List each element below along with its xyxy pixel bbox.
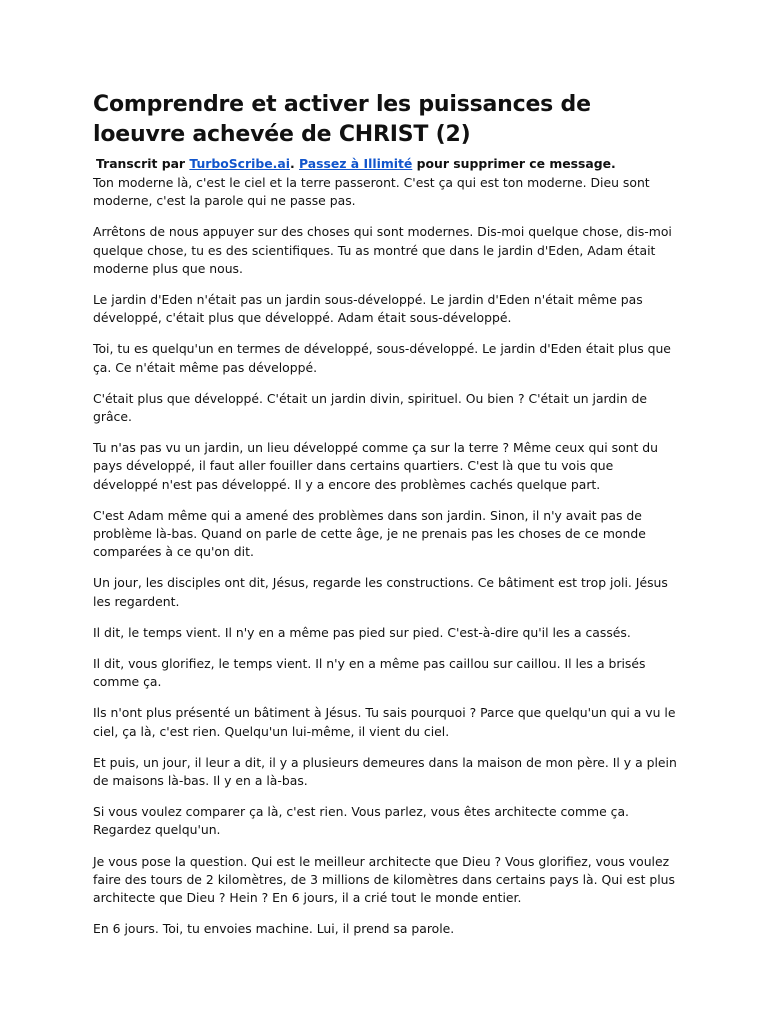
paragraph: Et puis, un jour, il leur a dit, il y a plusieurs demeures dans la maison de mon père. Il y a plein de maisons là-bas. Il y en a là-bas. [93,754,677,789]
paragraph: Ils n'ont plus présenté un bâtiment à Jésus. Tu sais pourquoi ? Parce que quelqu'un qui a vu le ciel, ça là, c'est rien. Quelqu'un lui-même, il vient du ciel. [93,705,676,739]
paragraph: Un jour, les disciples ont dit, Jésus, regarde les constructions. Ce bâtiment est trop joli. Jésus les regardent. [93,575,668,609]
paragraph: Il dit, le temps vient. Il n'y en a même pas pied sur pied. C'est-à-dire qu'il les a cassés. [93,624,631,640]
transcript-separator: . [289,156,300,171]
turboscribe-link[interactable]: TurboScribe.ai [189,156,290,171]
paragraph: C'est Adam même qui a amené des problèmes dans son jardin. Sinon, il n'y avait pas de problème là-bas. Quand on parle de cette âge, je ne prenais pas les choses de ce monde comparées à ce qu'on dit. [93,507,646,560]
paragraph: Arrêtons de nous appuyer sur des choses qui sont modernes. Dis-moi quelque chose, dis-moi quelque chose, tu es des scientifiques. Tu as montré que dans le jardin d'Eden, Adam était moderne plus que nous. [93,224,672,276]
paragraph: Toi, tu es quelqu'un en termes de développé, sous-développé. Le jardin d'Eden était plus que ça. Ce n'était même pas développé. [93,341,671,375]
upgrade-unlimited-link[interactable]: Passez à Illimité [299,156,413,171]
paragraph: Si vous voulez comparer ça là, c'est rien. Vous parlez, vous êtes architecte comme ça. Regardez quelqu'un. [93,804,629,838]
paragraph: Je vous pose la question. Qui est le meilleur architecte que Dieu ? Vous glorifiez, vous voulez faire des tours de 2 kilomètres, de 3 millions de kilomètres dans certains pays là. Qui est plus architecte que Dieu ? Hein ? En 6 jours, il a crié tout le monde entier. [93,853,675,906]
document-page [93,90,678,952]
transcript-suffix: pour supprimer ce message. [412,156,616,171]
paragraph: Ton moderne là, c'est le ciel et la terre passeront. C'est ça qui est ton moderne. Dieu sont moderne, c'est la parole qui ne passe pas. [93,175,650,209]
transcript-notice [96,156,678,172]
paragraph: Tu n'as pas vu un jardin, un lieu développé comme ça sur la terre ? Même ceux qui sont du pays développé, il faut aller fouiller dans certains quartiers. C'est là que tu vois que développé n'est pas développé. Il y a encore des problèmes cachés quelque part. [93,440,659,492]
paragraph: Il dit, vous glorifiez, le temps vient. Il n'y en a même pas caillou sur caillou. Il les a brisés comme ça. [93,656,646,690]
paragraph: Le jardin d'Eden n'était pas un jardin sous-développé. Le jardin d'Eden n'était même pas développé, c'était plus que développé. Adam était sous-développé. [93,292,643,326]
document-title: Comprendre et activer les puissances de loeuvre achevée de CHRIST (2) [93,92,591,147]
paragraph: En 6 jours. Toi, tu envoies machine. Lui, il prend sa parole. [93,921,455,937]
transcript-prefix: Transcrit par [96,156,190,171]
paragraph: C'était plus que développé. C'était un jardin divin, spirituel. Ou bien ? C'était un jardin de grâce. [93,390,647,425]
